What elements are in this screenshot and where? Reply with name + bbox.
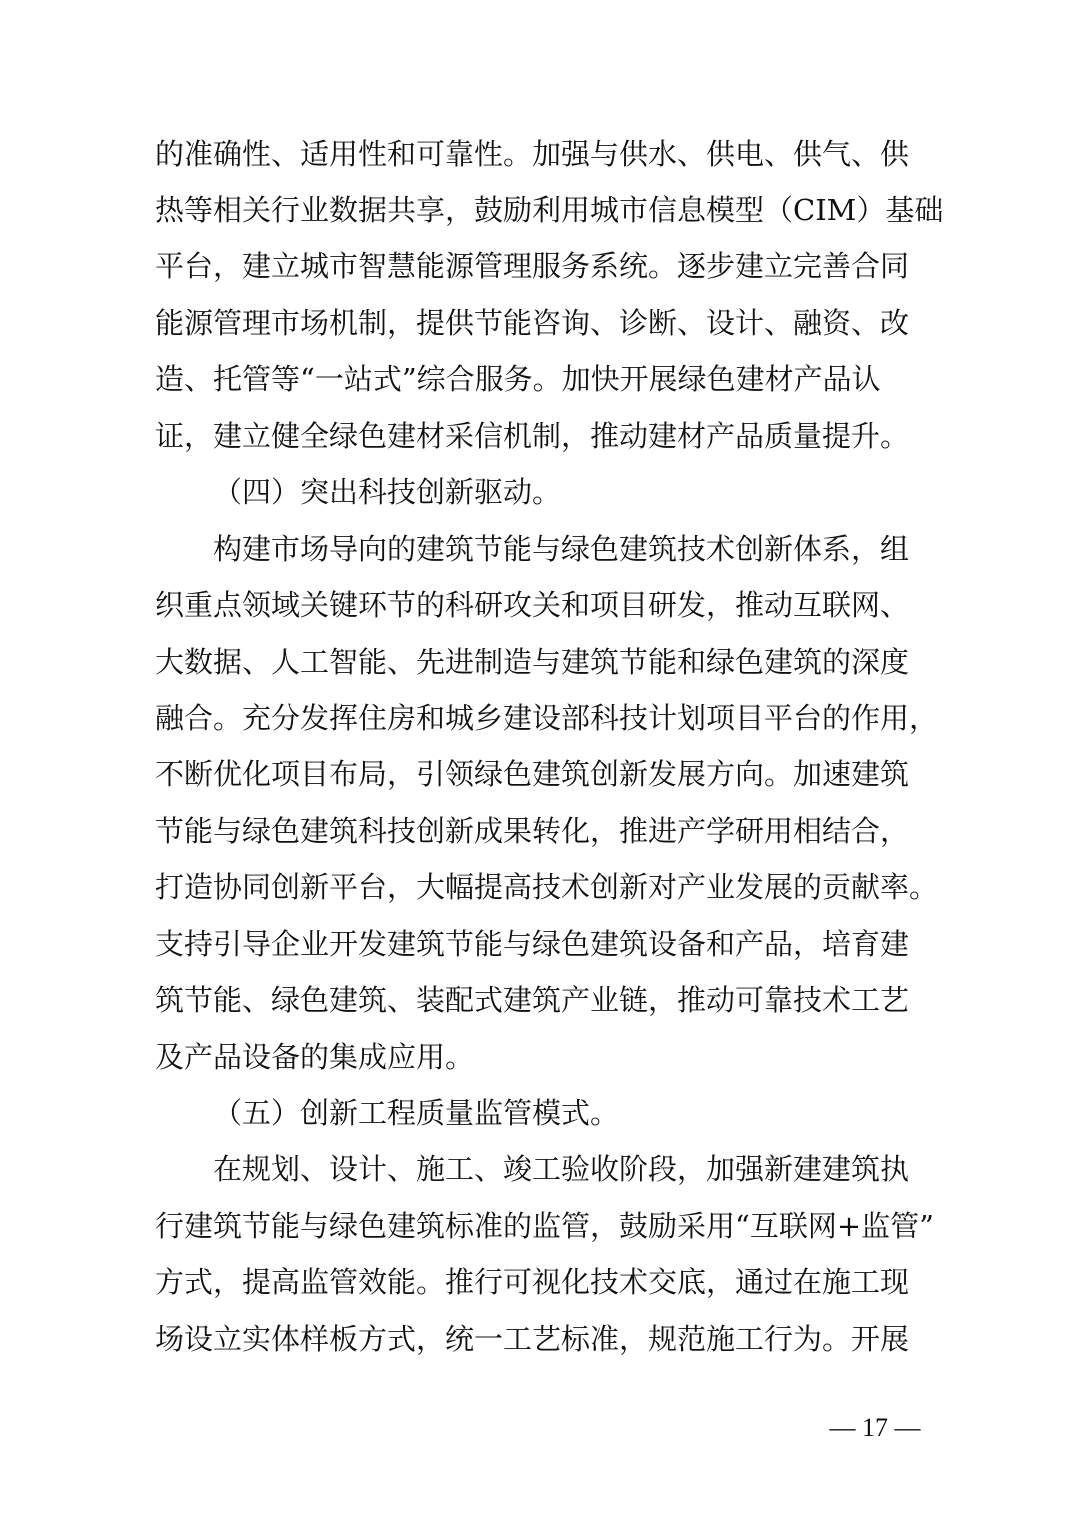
page-number: — 17 — [829,1413,921,1442]
body-text-line: 支持引导企业开发建筑节能与绿色建筑设备和产品，培育建 [155,927,910,961]
body-text-line: 及产品设备的集成应用。 [155,1040,475,1074]
body-text-line: 行建筑节能与绿色建筑标准的监管，鼓励采用“互联网+监管” [155,1209,934,1243]
section-heading-four: （四）突出科技创新驱动。 [213,475,562,509]
body-text-line: 的准确性、适用性和可靠性。加强与供水、供电、供气、供 [155,137,910,171]
body-text-line: 热等相关行业数据共享，鼓励利用城市信息模型（CIM）基础 [155,193,944,227]
body-text-line: 打造协同创新平台，大幅提高技术创新对产业发展的贡献率。 [155,870,939,904]
body-text-line: 节能与绿色建筑科技创新成果转化，推进产学研用相结合， [155,814,910,848]
body-text-line: 融合。充分发挥住房和城乡建设部科技计划项目平台的作用， [155,701,939,735]
body-text-line: 方式，提高监管效能。推行可视化技术交底，通过在施工现 [155,1265,910,1299]
body-text-line: 场设立实体样板方式，统一工艺标准，规范施工行为。开展 [155,1322,910,1356]
body-text-line: 织重点领域关键环节的科研攻关和项目研发，推动互联网、 [155,588,910,622]
body-text-line: 证，建立健全绿色建材采信机制，推动建材产品质量提升。 [155,419,910,453]
body-text-line: 筑节能、绿色建筑、装配式建筑产业链，推动可靠技术工艺 [155,983,910,1017]
body-text-line: 在规划、设计、施工、竣工验收阶段，加强新建建筑执 [213,1152,910,1186]
section-heading-five: （五）创新工程质量监管模式。 [213,1096,620,1130]
body-text-line: 不断优化项目布局，引领绿色建筑创新发展方向。加速建筑 [155,757,910,791]
body-text-line: 大数据、人工智能、先进制造与建筑节能和绿色建筑的深度 [155,645,910,679]
body-text-line: 构建市场导向的建筑节能与绿色建筑技术创新体系，组 [213,532,910,566]
body-text-line: 造、托管等“一站式”综合服务。加快开展绿色建材产品认 [155,362,881,396]
body-text-line: 平台，建立城市智慧能源管理服务系统。逐步建立完善合同 [155,249,910,283]
body-text-line: 能源管理市场机制，提供节能咨询、诊断、设计、融资、改 [155,306,910,340]
